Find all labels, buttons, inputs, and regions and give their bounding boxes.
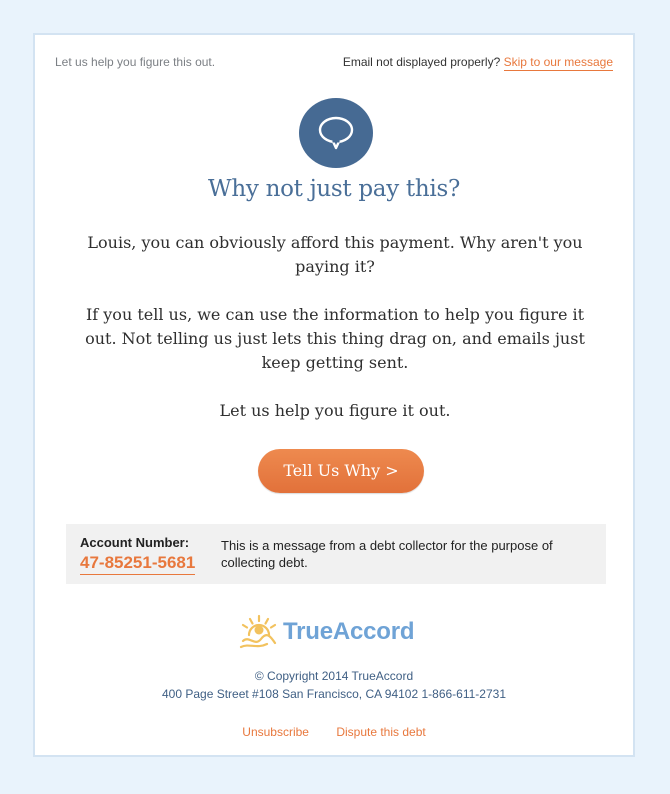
brand-name: TrueAccord	[283, 618, 415, 645]
trueaccord-logo	[237, 613, 437, 651]
unsubscribe-link[interactable]: Unsubscribe	[242, 725, 309, 739]
email-card	[33, 33, 635, 757]
footer-links	[35, 725, 633, 739]
speech-bubble-icon	[299, 98, 373, 168]
account-number-label: Account Number:	[80, 535, 190, 550]
headline: Why not just pay this?	[208, 176, 460, 202]
address-text: 400 Page Street #108 San Francisco, CA 94102 1-866-611-2731	[161, 687, 506, 701]
account-info-box	[66, 524, 606, 584]
tell-us-why-button[interactable]: Tell Us Why >	[258, 449, 424, 493]
account-number-link[interactable]: 47-85251-5681	[80, 553, 195, 575]
display-notice-text: Email not displayed properly?	[342, 55, 501, 69]
sunrise-logo-icon	[237, 613, 281, 651]
message-paragraph-3: Let us help you figure it out.	[219, 401, 451, 420]
preheader-display-notice	[343, 55, 613, 69]
preheader-text: Let us help you figure this out.	[55, 55, 216, 69]
skip-to-message-link[interactable]: Skip to our message	[503, 55, 613, 69]
message-paragraph-2: If you tell us, we can use the information to help you figure it out. Not telling us just lets this thing drag on, and emails just keep getting sent.	[85, 305, 585, 372]
copyright-text: © Copyright 2014 TrueAccord	[254, 669, 414, 683]
dispute-debt-link[interactable]: Dispute this debt	[336, 725, 426, 739]
debt-collector-notice: This is a message from a debt collector for the purpose of collecting debt.	[221, 538, 553, 570]
message-paragraph-1: Louis, you can obviously afford this payment. Why aren't you paying it?	[87, 233, 583, 276]
